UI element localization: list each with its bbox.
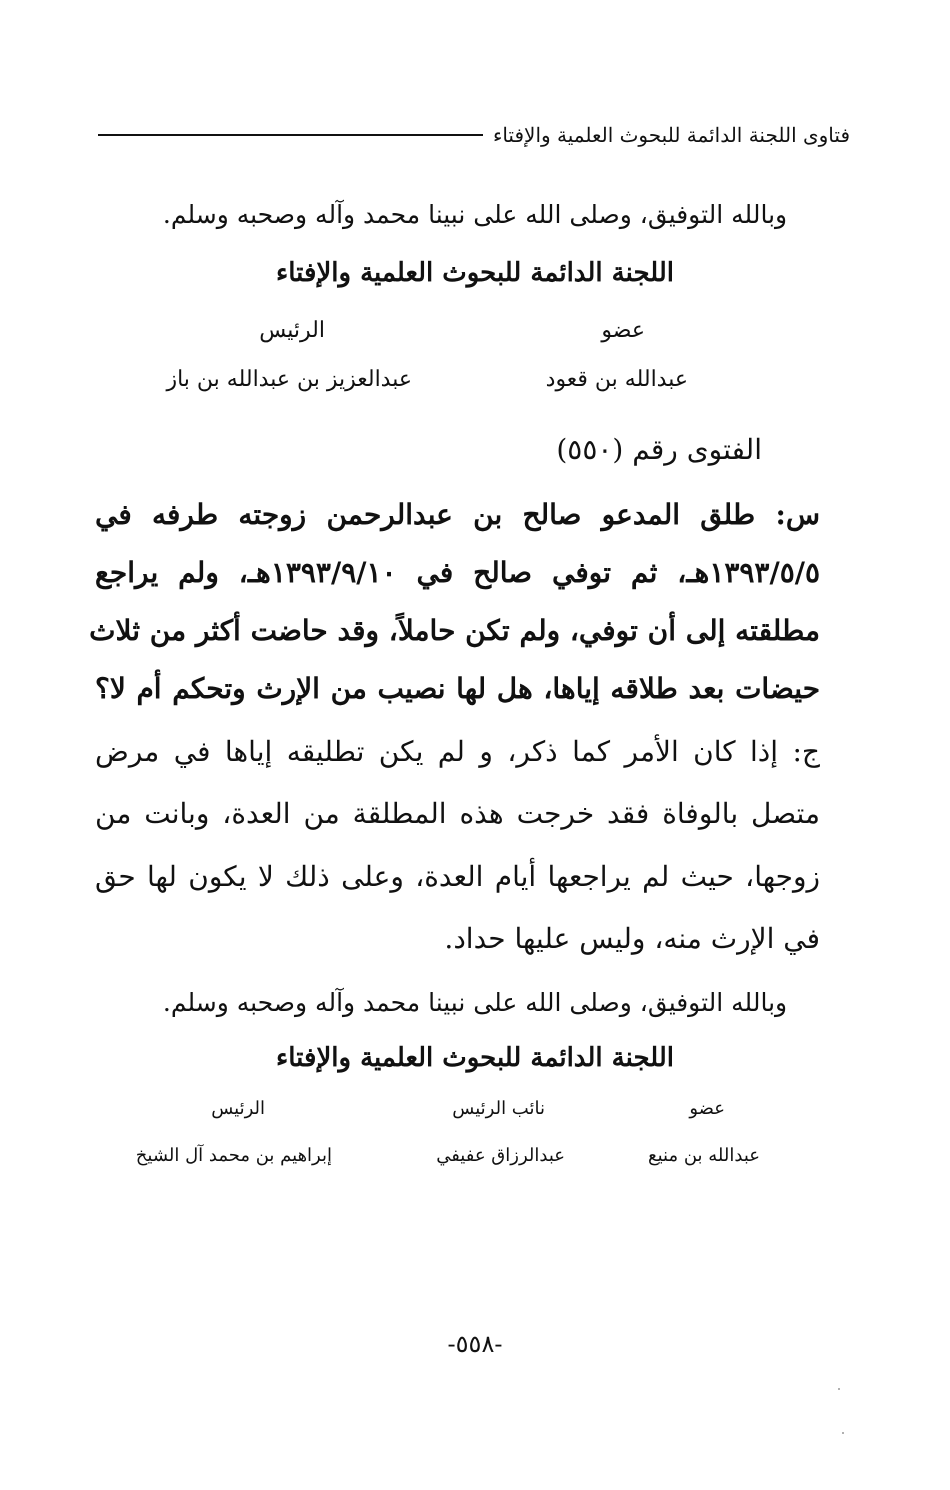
signatory-role-member-1: عضو	[601, 318, 645, 343]
header-rule	[98, 134, 483, 136]
question-line: س: طلق المدعو صالح بن عبدالرحمن زوجته طرفه في	[95, 498, 820, 531]
question-line: حيضات بعد طلاقه إياها، هل لها نصيب من الإرث وتحكم أم لا؟	[95, 672, 820, 705]
committee-name-2: اللجنة الدائمة للبحوث العلمية والإفتاء	[276, 1043, 674, 1073]
signatory-role-president-1: الرئيس	[259, 318, 325, 343]
scan-speck	[842, 1432, 844, 1434]
signatory-role-president-2: الرئيس	[211, 1098, 265, 1119]
committee-name-1: اللجنة الدائمة للبحوث العلمية والإفتاء	[276, 258, 674, 288]
signatory-name-president-1: عبدالعزيز بن عبدالله بن باز	[166, 367, 412, 392]
running-header	[98, 123, 850, 147]
question-line: ١٣٩٣/٥/٥هـ، ثم توفي صالح في ١٣٩٣/٩/١٠هـ، ولم يراجع	[95, 556, 820, 589]
signatory-name-vice-president-2: عبدالرزاق عفيفي	[436, 1145, 565, 1166]
signatory-name-member-1: عبدالله بن قعود	[545, 367, 688, 392]
signatory-name-member-2: عبدالله بن منيع	[648, 1145, 760, 1166]
answer-line: متصل بالوفاة فقد خرجت هذه المطلقة من العدة، وبانت من	[95, 797, 820, 830]
answer-line: ج: إذا كان الأمر كما ذكر، و لم يكن تطليقه إياها في مرض	[95, 735, 820, 768]
closing-formula-2: وبالله التوفيق، وصلى الله على نبينا محمد وآله وصحبه وسلم.	[162, 988, 788, 1017]
scan-speck	[838, 1388, 840, 1390]
page-number: -٥٥٨-	[447, 1330, 503, 1358]
signatory-role-vice-president-2: نائب الرئيس	[452, 1098, 545, 1119]
answer-line: في الإرث منه، وليس عليها حداد.	[444, 922, 820, 955]
question-line: مطلقته إلى أن توفي، ولم تكن حاملاً، وقد حاضت أكثر من ثلاث	[89, 614, 820, 647]
closing-formula-1: وبالله التوفيق، وصلى الله على نبينا محمد وآله وصحبه وسلم.	[162, 200, 788, 229]
signatory-name-president-2: إبراهيم بن محمد آل الشيخ	[135, 1145, 332, 1166]
signatory-role-member-2: عضو	[689, 1098, 725, 1119]
fatwa-number: الفتوى رقم (٥٥٠)	[556, 433, 762, 466]
running-header-title: فتاوى اللجنة الدائمة للبحوث العلمية والإفتاء	[492, 123, 850, 147]
answer-line: زوجها، حيث لم يراجعها أيام العدة، وعلى ذلك لا يكون لها حق	[95, 860, 820, 893]
